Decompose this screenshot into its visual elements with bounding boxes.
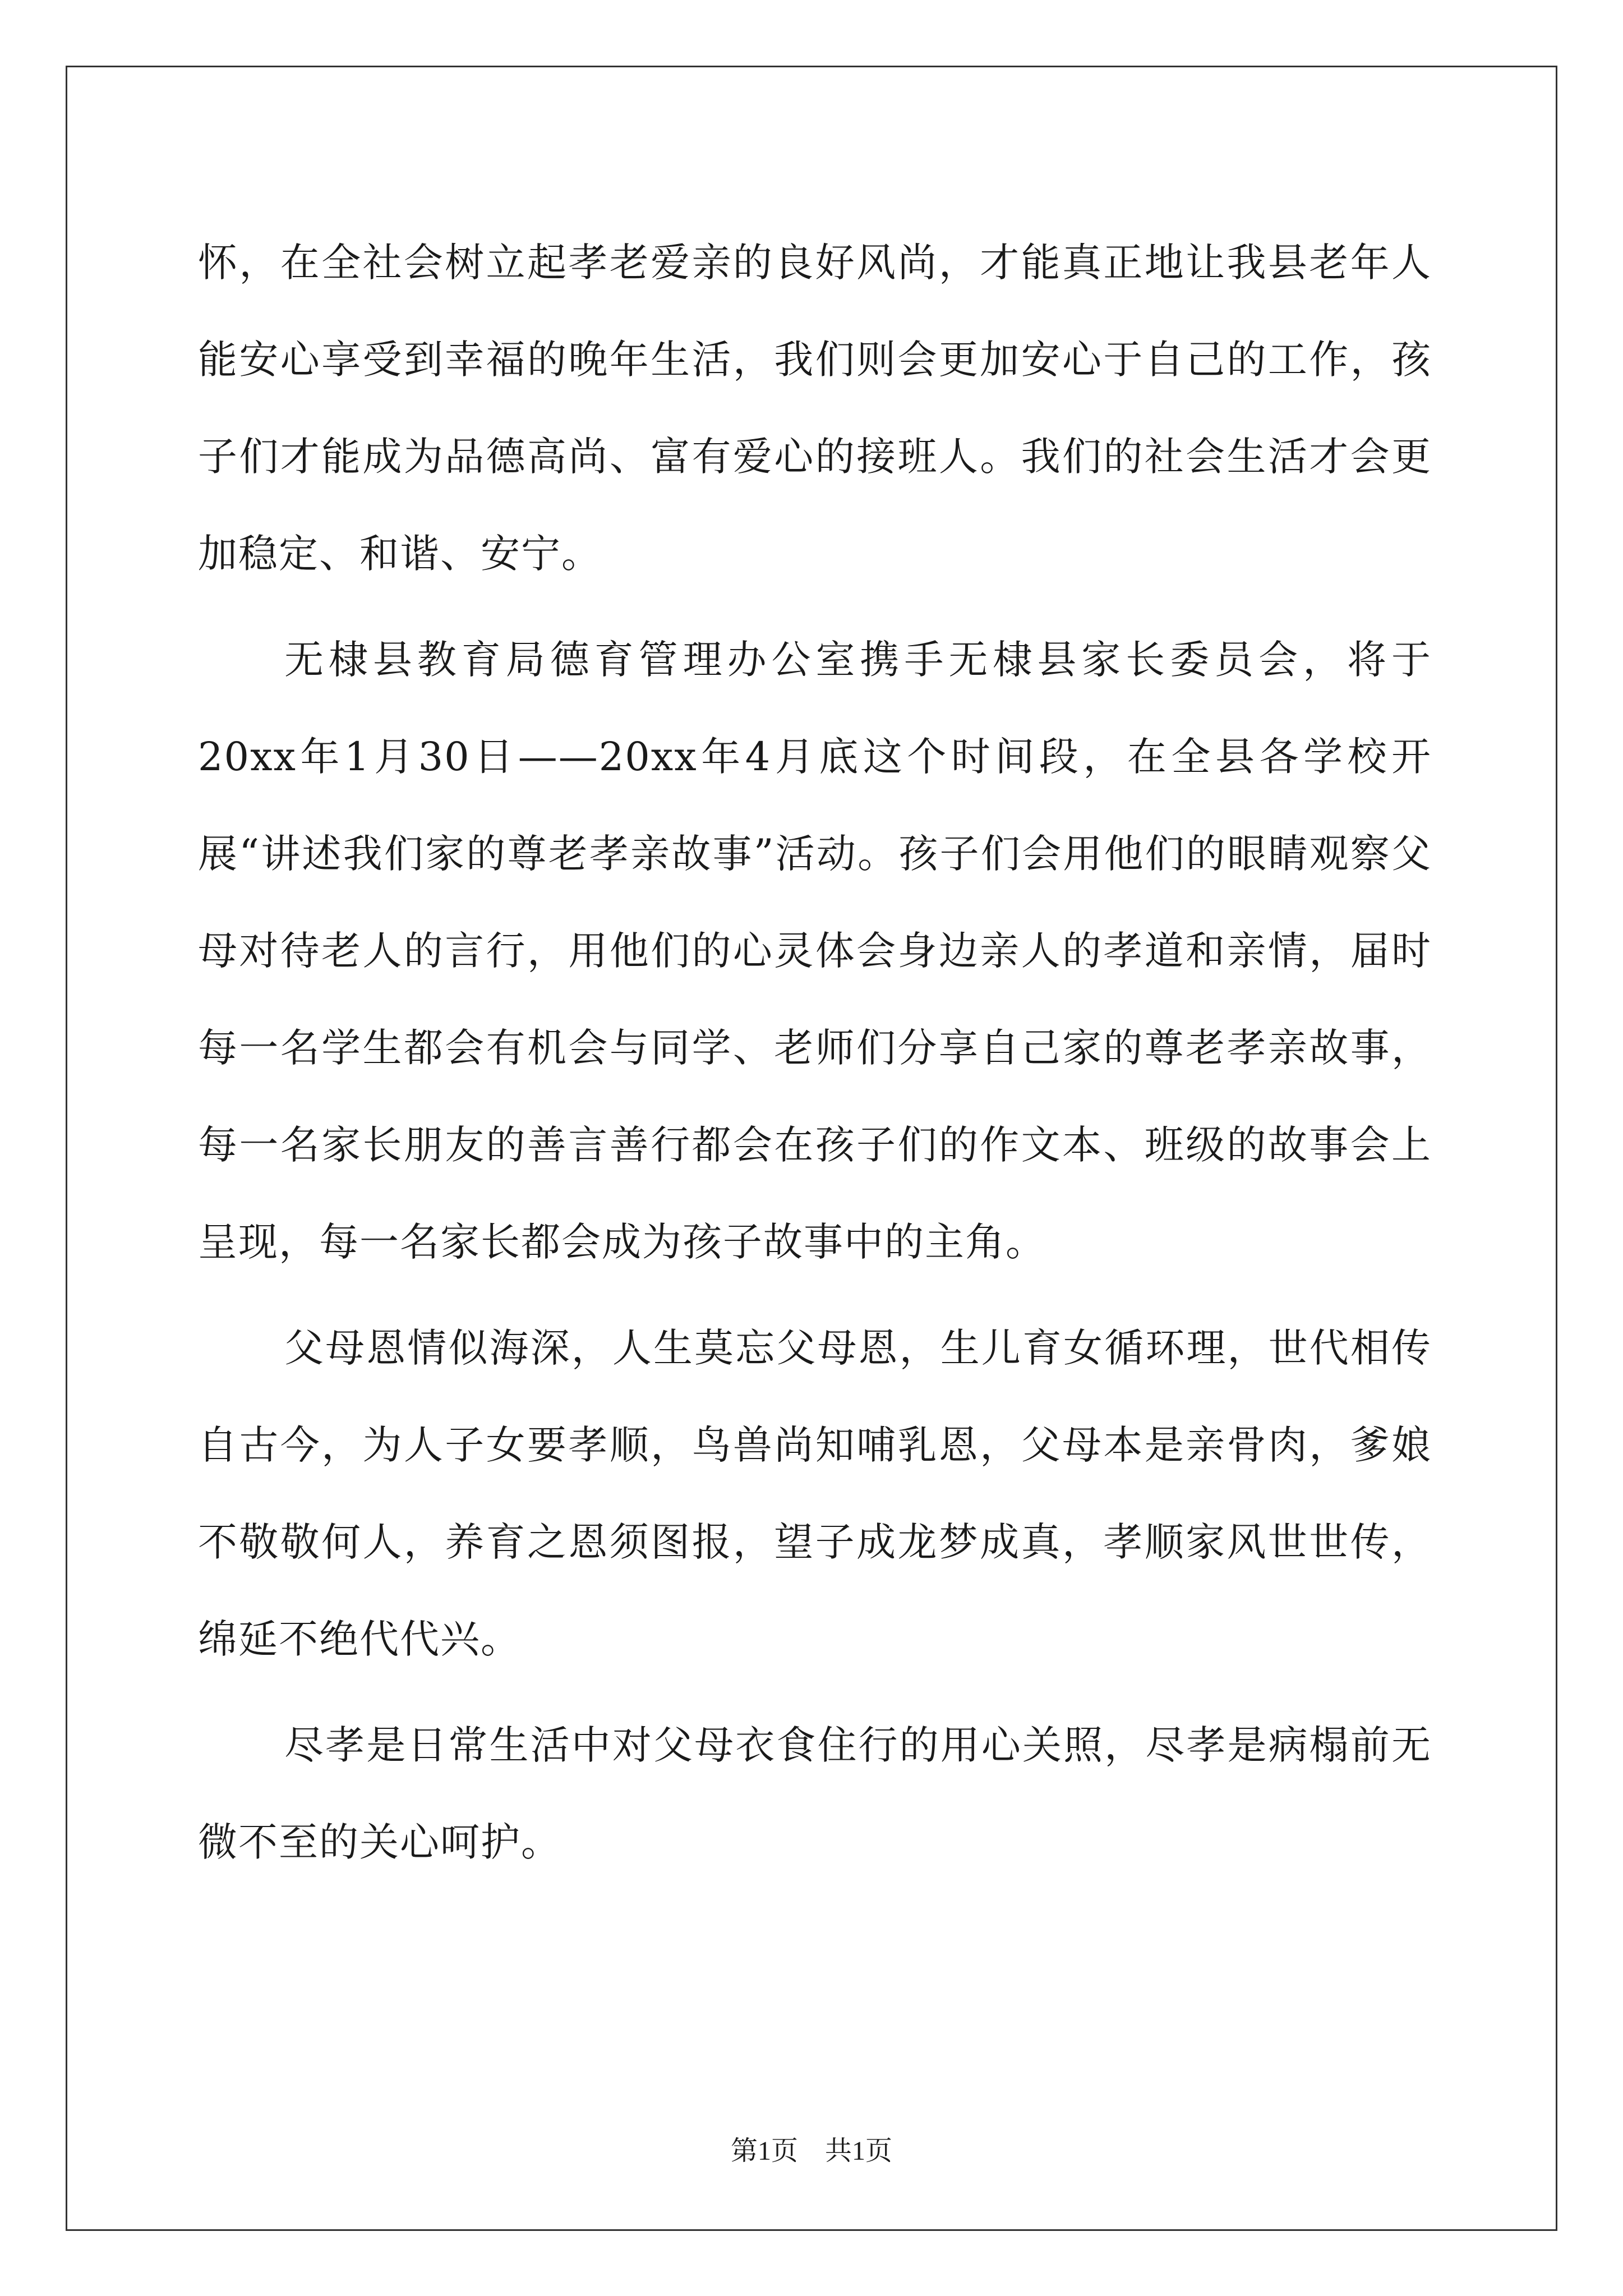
paragraph-4: 尽孝是日常生活中对父母衣食住行的用心关照，尽孝是病榻前无微不至的关心呵护。 (198, 1722, 1432, 1865)
paragraph-1: 怀，在全社会树立起孝老爱亲的良好风尚，才能真正地让我县老年人能安心享受到幸福的晚年生活，我们则会更加安心于自己的工作，孩子们才能成为品德高尚、富有爱心的接班人。我们的社会生活才会更加稳定、和谐、安宁。 (198, 240, 1432, 577)
paragraph-3: 父母恩情似海深，人生莫忘父母恩，生儿育女循环理，世代相传自古今，为人子女要孝顺，鸟兽尚知哺乳恩，父母本是亲骨肉，爹娘不敬敬何人，养育之恩须图报，望子成龙梦成真，孝顺家风世世传，绵延不绝代代兴。 (198, 1325, 1432, 1662)
page-number: 第1页 (730, 2136, 798, 2166)
document-body (198, 214, 1432, 1900)
paragraph-2: 无棣县教育局德育管理办公室携手无棣县家长委员会，将于20xx年1月30日——20xx年4月底这个时间段，在全县各学校开展“讲述我们家的尊老孝亲故事”活动。孩子们会用他们的眼睛观察父母对待老人的言行，用他们的心灵体会身边亲人的孝道和亲情，届时每一名学生都会有机会与同学、老师们分享自己家的尊老孝亲故事，每一名家长朋友的善言善行都会在孩子们的作文本、班级的故事会上呈现，每一名家长都会成为孩子故事中的主角。 (198, 637, 1432, 1265)
page-footer (0, 2129, 1623, 2168)
page-total: 共1页 (825, 2136, 893, 2166)
